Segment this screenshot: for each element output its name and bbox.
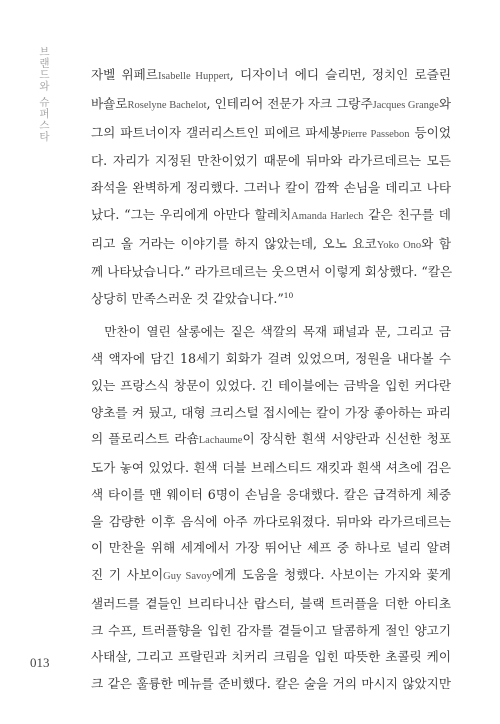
text-line [91, 455, 451, 482]
text-line [91, 148, 451, 175]
text-run: 바숄로 [91, 95, 128, 111]
running-head: 브랜드와 슈퍼스타 [38, 46, 50, 143]
text-run: 샐러드를 곁들인 브리타니산 랍스터, 블랙 트러플을 더한 아티초 [91, 595, 451, 611]
text-run: , 인테리어 전문가 자크 그랑주 [206, 95, 373, 111]
text-line [91, 373, 451, 400]
text-line [91, 231, 451, 260]
text-run: 등이었 [409, 124, 451, 140]
latin-name: Pierre Passebon [341, 128, 410, 140]
text-run: 와 [438, 95, 451, 111]
footnote-ref: 10 [283, 290, 294, 300]
latin-name: Isabelle Huppert [157, 71, 230, 82]
text-run: 리고 올 거라는 이야기를 하지 않았는데, 오노 요코 [91, 235, 377, 251]
text-run: 와 함 [421, 235, 451, 251]
text-line [91, 91, 451, 120]
text-run: 있는 프랑스식 창문이 있었다. 긴 테이블에는 금박을 입힌 커다란 [91, 377, 451, 393]
text-run: 의 플로리스트 라숌 [91, 431, 199, 447]
text-line [91, 62, 451, 91]
text-line [91, 202, 451, 231]
page-number: 013 [30, 655, 50, 670]
text-run: 도가 놓여 있었다. 흰색 더블 브레스티드 재킷과 흰색 셔츠에 검은 [91, 460, 451, 475]
text-line [91, 562, 451, 591]
text-line [91, 591, 451, 618]
latin-name: Guy Savoy [163, 571, 212, 582]
text-run: 이 장식한 흰색 서양란과 신선한 청포 [242, 431, 451, 447]
text-line [91, 482, 451, 509]
text-line [91, 175, 451, 202]
text-run: 이 만찬을 위해 세계에서 가장 뛰어난 셰프 중 하나로 널리 알려 [91, 540, 451, 556]
text-run: 좌석을 완벽하게 정리했다. 그러나 칼이 깜짝 손님을 데리고 나타 [91, 180, 451, 195]
text-line [91, 671, 451, 698]
latin-name: Lachaume [198, 435, 243, 447]
latin-name: Yoko Ono [376, 239, 422, 251]
text-line [91, 346, 451, 373]
latin-name: Jacques Grange [372, 99, 439, 111]
text-run: 같은 친구를 데 [363, 206, 451, 222]
text-line [91, 400, 451, 427]
text-run: 을 감량한 이후 음식에 아주 까다로워졌다. 뒤마와 라가르데르는 [91, 513, 451, 529]
latin-name: Amanda Harlech [291, 210, 364, 222]
text-line [91, 319, 451, 346]
text-run: 색 액자에 담긴 18세기 회화가 걸려 있었으며, 정원을 내다볼 수 [91, 351, 451, 366]
text-line [91, 618, 451, 645]
text-line [91, 259, 451, 286]
text-line [91, 535, 451, 562]
text-line [91, 120, 451, 149]
text-run: 다. 자리가 지정된 만찬이었기 때문에 뒤마와 라가르데르는 모든 [91, 153, 451, 169]
text-run: 그의 파트너이자 갤러리스트인 피에르 파세봉 [91, 124, 342, 140]
text-run: 만찬이 열린 살롱에는 짙은 색깔의 목재 패널과 문, 그리고 금 [104, 324, 451, 340]
text-run: 색 타이를 맨 웨이터 6명이 손님을 응대했다. 칼은 급격하게 체중 [91, 486, 451, 502]
text-line [91, 644, 451, 671]
text-run: 진 기 사보이 [91, 567, 164, 582]
text-line [91, 286, 451, 313]
text-line [91, 426, 451, 455]
text-run: 났다. “그는 우리에게 아만다 할레치 [91, 206, 292, 222]
text-run: , 디자이너 에디 슬리먼, 정치인 로즐린 [229, 67, 451, 82]
text-run: 께 나타났습니다.” 라가르데르는 웃으면서 이렇게 회상했다. “칼은 [91, 264, 453, 280]
latin-name: Roselyne Bachelot [127, 99, 207, 111]
text-run: 사태살, 그리고 프랄린과 치커리 크림을 입힌 따뜻한 초콜릿 케이 [91, 649, 451, 665]
text-run: 자벨 위페르 [91, 67, 158, 82]
text-run: 크 수프, 트러플향을 입힌 감자를 곁들이고 달콤하게 절인 양고기 [91, 622, 451, 638]
text-run: 상당히 만족스러운 것 같았습니다.” [91, 291, 284, 306]
text-run: 에게 도움을 청했다. 사보이는 가지와 꽃게 [211, 567, 451, 582]
text-run: 크 같은 훌륭한 메뉴를 준비했다. 칼은 술을 거의 마시지 않았지만 [91, 676, 451, 691]
text-line [91, 509, 451, 536]
text-run: 양초를 켜 뒀고, 대형 크리스털 접시에는 칼이 가장 좋아하는 파리 [91, 404, 451, 420]
body-text [91, 62, 451, 698]
